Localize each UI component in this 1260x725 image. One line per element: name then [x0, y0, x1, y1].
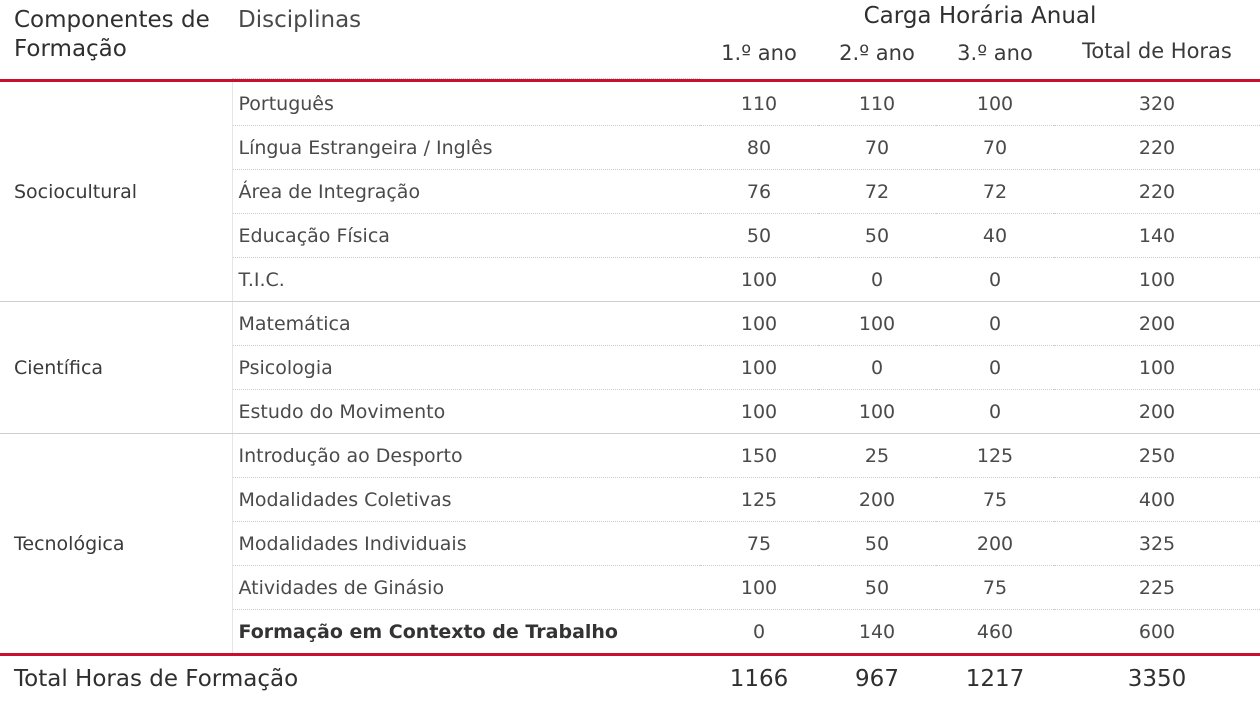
hours-y3: 0: [936, 302, 1054, 346]
footer-total-horas: 3350: [1127, 666, 1187, 693]
footer-total-ano-2: 967: [855, 666, 899, 693]
discipline-name: Formação em Contexto de Trabalho: [238, 620, 618, 643]
header-ano-1: 1.º ano: [721, 40, 797, 65]
hours-y3: 75: [936, 566, 1054, 610]
hours-total: 320: [1054, 81, 1260, 126]
hours-total: 225: [1054, 566, 1260, 610]
discipline-name: Atividades de Ginásio: [232, 566, 700, 610]
hours-y1: 76: [700, 170, 818, 214]
hours-total: 220: [1054, 170, 1260, 214]
hours-y2: 25: [818, 434, 936, 478]
hours-y3: 40: [936, 214, 1054, 258]
footer-total-ano-3: 1217: [965, 666, 1025, 693]
hours-y3: 100: [936, 81, 1054, 126]
discipline-name: Psicologia: [232, 346, 700, 390]
hours-total: 200: [1054, 390, 1260, 434]
hours-y1: 80: [700, 126, 818, 170]
hours-y1: 100: [700, 258, 818, 302]
hours-total: 600: [1138, 620, 1176, 643]
hours-total: 200: [1054, 302, 1260, 346]
hours-y1: 110: [700, 81, 818, 126]
hours-y2: 100: [818, 390, 936, 434]
hours-y3: 200: [936, 522, 1054, 566]
table-row: [0, 434, 1260, 478]
discipline-name: Português: [232, 81, 700, 126]
discipline-name: Educação Física: [232, 214, 700, 258]
hours-y2: 50: [818, 522, 936, 566]
table-row: [0, 81, 1260, 126]
footer-label: Total Horas de Formação: [14, 666, 299, 693]
hours-y3: 460: [976, 620, 1014, 643]
hours-total: 250: [1054, 434, 1260, 478]
hours-y3: 0: [936, 258, 1054, 302]
discipline-name: T.I.C.: [232, 258, 700, 302]
hours-y2: 72: [818, 170, 936, 214]
hours-total: 140: [1054, 214, 1260, 258]
table-header: [0, 0, 1260, 81]
hours-y1: 75: [700, 522, 818, 566]
hours-y1: 100: [700, 390, 818, 434]
hours-y1: 100: [700, 302, 818, 346]
table-footer: [0, 655, 1260, 703]
hours-total: 220: [1054, 126, 1260, 170]
hours-y2: 50: [818, 214, 936, 258]
header-total-horas: Total de Horas: [1082, 39, 1232, 63]
component-group-label: Tecnológica: [0, 434, 232, 655]
hours-y1: 100: [700, 566, 818, 610]
discipline-name: Modalidades Individuais: [232, 522, 700, 566]
hours-y1: 0: [752, 620, 766, 643]
hours-total: 400: [1054, 478, 1260, 522]
header-ano-2: 2.º ano: [839, 40, 915, 65]
header-carga-horaria-anual: Carga Horária Anual: [863, 2, 1097, 29]
discipline-name: Estudo do Movimento: [232, 390, 700, 434]
hours-y2: 0: [818, 258, 936, 302]
discipline-name: Língua Estrangeira / Inglês: [232, 126, 700, 170]
hours-y3: 125: [936, 434, 1054, 478]
hours-y1: 150: [700, 434, 818, 478]
hours-total: 325: [1054, 522, 1260, 566]
header-disciplinas: Disciplinas: [232, 0, 700, 79]
hours-total: 100: [1054, 346, 1260, 390]
hours-y2: 200: [818, 478, 936, 522]
table-row: [0, 302, 1260, 346]
hours-y2: 110: [818, 81, 936, 126]
hours-y3: 0: [936, 390, 1054, 434]
hours-y3: 72: [936, 170, 1054, 214]
hours-y2: 70: [818, 126, 936, 170]
hours-y2: 0: [818, 346, 936, 390]
hours-y2: 140: [858, 620, 896, 643]
hours-y3: 70: [936, 126, 1054, 170]
component-group-label: Científica: [0, 302, 232, 434]
header-group-row: [0, 0, 1260, 35]
footer-total-row: [0, 656, 1260, 702]
hours-y1: 100: [700, 346, 818, 390]
discipline-name: Matemática: [232, 302, 700, 346]
hours-y1: 125: [700, 478, 818, 522]
component-group-label: Sociocultural: [0, 81, 232, 302]
hours-total: 100: [1054, 258, 1260, 302]
discipline-name: Área de Integração: [232, 170, 700, 214]
table-body: [0, 81, 1260, 655]
hours-y2: 100: [818, 302, 936, 346]
header-ano-3: 3.º ano: [957, 40, 1033, 65]
hours-y1: 50: [700, 214, 818, 258]
hours-y2: 50: [818, 566, 936, 610]
hours-y3: 0: [936, 346, 1054, 390]
hours-y3: 75: [936, 478, 1054, 522]
discipline-name: Introdução ao Desporto: [232, 434, 700, 478]
footer-total-ano-1: 1166: [729, 666, 789, 693]
header-componentes: Componentes de Formação: [14, 7, 210, 63]
discipline-name: Modalidades Coletivas: [232, 478, 700, 522]
